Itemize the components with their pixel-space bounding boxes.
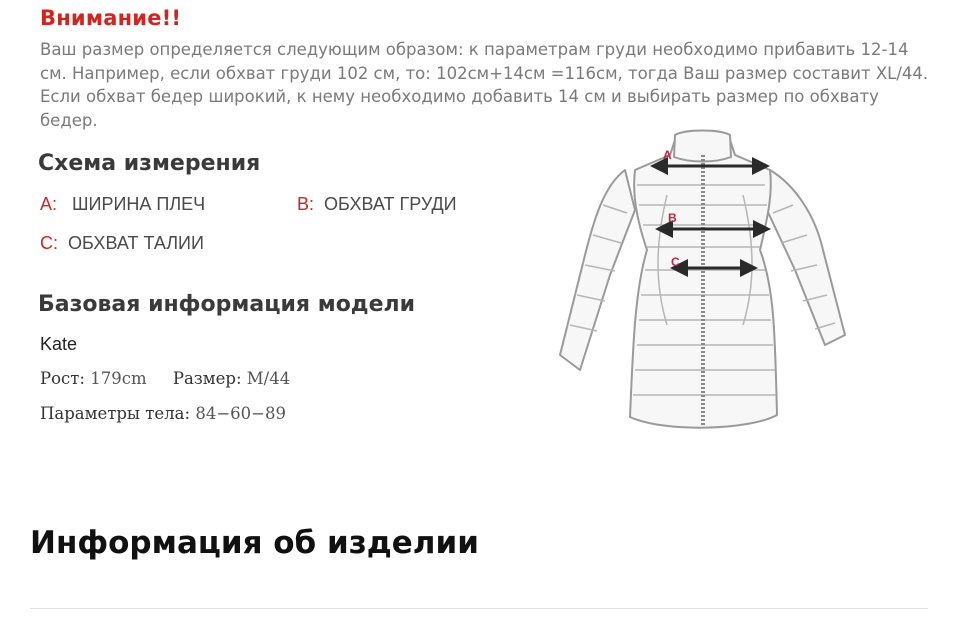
measurement-label-c: ОБХВАТ ТАЛИИ <box>68 233 204 253</box>
marker-c-label: C <box>671 255 680 269</box>
measurement-label-b: ОБХВАТ ГРУДИ <box>324 194 457 214</box>
height-label: Рост: <box>40 369 85 388</box>
model-height-size-line <box>40 369 290 388</box>
measurement-key-a: A: <box>40 194 58 214</box>
height-value: 179cm <box>90 369 147 388</box>
model-params-line <box>40 404 286 423</box>
measurement-item-b <box>297 194 457 215</box>
measurement-key-c: C: <box>40 233 58 253</box>
marker-b-label: B <box>668 211 677 225</box>
size-label: Размер: <box>172 369 242 388</box>
measurement-label-a: ШИРИНА ПЛЕЧ <box>72 194 206 214</box>
section-divider <box>30 608 928 609</box>
measurement-item-c <box>40 233 204 254</box>
product-info-title: Информация об изделии <box>30 525 479 561</box>
warning-text: Ваш размер определяется следующим образом: к параметрам груди необходимо прибавить 12-14 см. Например, если обхват груди 102 см, то: 102см+14см =116см, тогда Ваш размер составит XL/44. Если обхват бедер широкий, к нему необходимо добавить 14 см и выбирать размер по обхвату бедер. <box>40 40 929 130</box>
measurement-key-b: B: <box>297 194 315 214</box>
size-value: M/44 <box>246 369 291 388</box>
measurement-section-title: Схема измерения <box>38 151 261 176</box>
marker-a-label: A <box>663 148 672 162</box>
model-section-title: Базовая информация модели <box>38 292 416 317</box>
model-name: Kate <box>40 334 78 354</box>
params-value: 84−60−89 <box>195 404 286 423</box>
coat-measurement-diagram <box>555 125 850 440</box>
warning-title: Внимание!! <box>40 6 182 30</box>
measurement-item-a <box>40 194 205 215</box>
params-label: Параметры тела: <box>40 404 191 423</box>
